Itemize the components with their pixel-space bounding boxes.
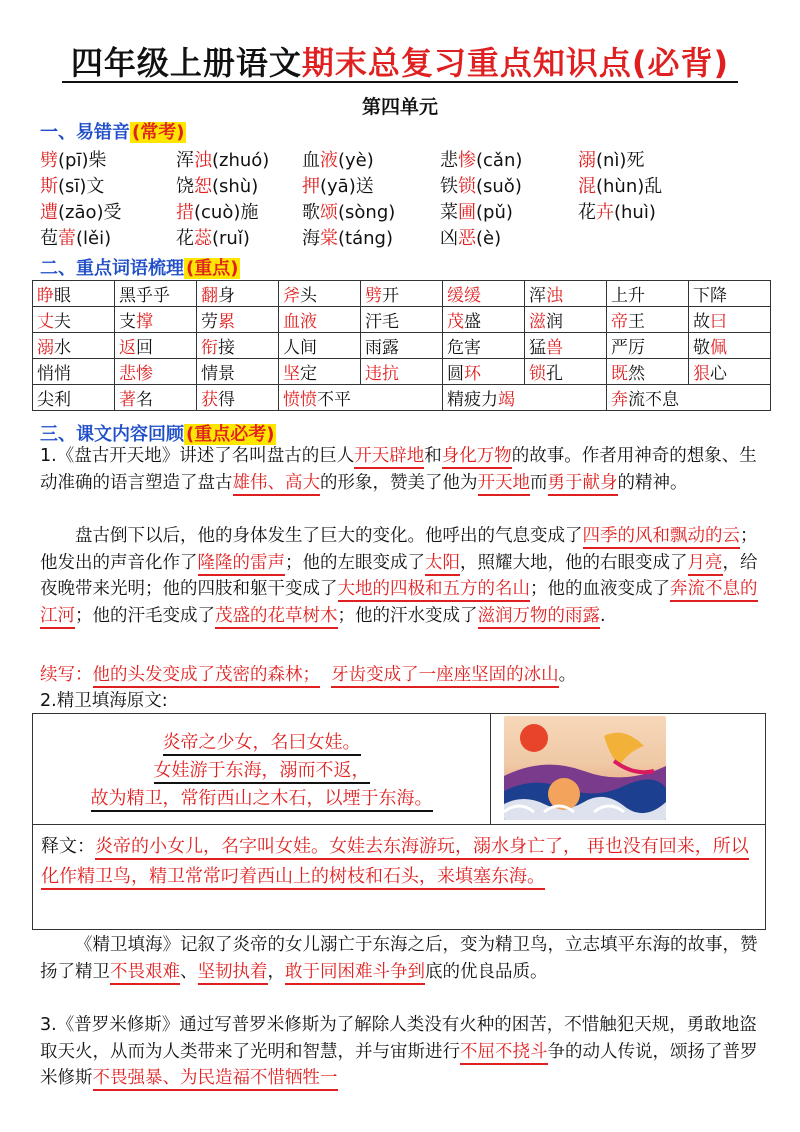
word-cell: 奔流不息 xyxy=(607,385,771,411)
word-cell: 危害 xyxy=(443,333,525,359)
title-underline xyxy=(62,81,738,83)
paragraph-pangu-body: 盘古倒下以后，他的身体发生了巨大的变化。他呼出的气息变成了四季的风和飘动的云；他发出的声音化作了隆隆的雷声；他的左眼变成了太阳，照耀大地，他的右眼变成了月亮，给夜晚带来光明；他的四肢和躯干变成了大地的四极和五方的名山；他的血液变成了奔流不息的江河；他的汗毛变成了茂盛的花草树木；他的汗水变成了滋润万物的雨露. xyxy=(40,523,768,629)
table-row xyxy=(33,333,771,359)
table-row xyxy=(33,359,771,385)
pinyin-item: 海棠(táng) xyxy=(302,228,393,249)
word-cell: 雨露 xyxy=(361,333,443,359)
word-cell: 翻身 xyxy=(197,281,279,307)
word-cell: 悄悄 xyxy=(33,359,115,385)
word-cell: 人间 xyxy=(279,333,361,359)
word-cell: 获得 xyxy=(197,385,279,411)
pinyin-item: 花蕊(ruǐ) xyxy=(176,228,250,249)
word-cell: 劈开 xyxy=(361,281,443,307)
pinyin-item: 斯(sī)文 xyxy=(40,176,105,197)
paragraph-pangu-summary: 1.《盘古开天地》讲述了名叫盘古的巨人开天辟地和身化万物的故事。作者用神奇的想象、生动准确的语言塑造了盘古雄伟、高大的形象，赞美了他为开天地而勇于献身的精神。 xyxy=(40,443,768,496)
pinyin-item: 悲惨(cǎn) xyxy=(440,150,523,171)
original-line-1: 炎帝之少女，名曰女娃。 xyxy=(33,728,490,754)
word-cell: 劳累 xyxy=(197,307,279,333)
jingwei-heading: 2.精卫填海原文: xyxy=(40,691,168,711)
pinyin-item: 凶恶(è) xyxy=(440,228,502,249)
word-cell: 血液 xyxy=(279,307,361,333)
word-cell: 帝王 xyxy=(607,307,689,333)
word-cell: 茂盛 xyxy=(443,307,525,333)
continuation-line: 续写：他的头发变成了茂密的森林； 牙齿变成了一座座坚固的冰山。 xyxy=(40,662,768,689)
pinyin-item: 铁锁(suǒ) xyxy=(440,176,522,197)
word-cell: 故曰 xyxy=(689,307,771,333)
word-cell: 猛兽 xyxy=(525,333,607,359)
word-cell: 坚定 xyxy=(279,359,361,385)
word-cell: 违抗 xyxy=(361,359,443,385)
word-cell: 支撑 xyxy=(115,307,197,333)
original-line-3: 故为精卫，常衔西山之木石，以堙于东海。 xyxy=(33,784,490,810)
page-title: 四年级上册语文期末总复习重点知识点(必背) xyxy=(70,44,730,82)
pinyin-item: 措(cuò)施 xyxy=(176,202,259,223)
pinyin-item: 浑浊(zhuó) xyxy=(176,150,270,171)
pinyin-item: 押(yā)送 xyxy=(302,176,374,197)
word-cell: 严厉 xyxy=(607,333,689,359)
word-cell: 黑乎乎 xyxy=(115,281,197,307)
pinyin-item: 溺(nì)死 xyxy=(578,150,645,171)
word-cell: 圆环 xyxy=(443,359,525,385)
paragraph-jingwei-summary: 《精卫填海》记叙了炎帝的女儿溺亡于东海之后，变为精卫鸟，立志填平东海的故事，赞扬了精卫不畏艰难、坚韧执着，敢于同困难斗争到底的优良品质。 xyxy=(40,932,768,985)
jingwei-illustration xyxy=(504,716,666,820)
word-cell: 溺水 xyxy=(33,333,115,359)
word-cell: 悲惨 xyxy=(115,359,197,385)
word-cell: 汗毛 xyxy=(361,307,443,333)
word-cell: 愤愤不平 xyxy=(279,385,443,411)
word-cell: 下降 xyxy=(689,281,771,307)
table-row xyxy=(33,307,771,333)
word-cell: 著名 xyxy=(115,385,197,411)
word-cell: 浑浊 xyxy=(525,281,607,307)
word-cell: 狠心 xyxy=(689,359,771,385)
word-cell: 衔接 xyxy=(197,333,279,359)
original-line-2: 女娃游于东海，溺而不返， xyxy=(33,756,490,782)
word-cell: 既然 xyxy=(607,359,689,385)
word-cell: 敬佩 xyxy=(689,333,771,359)
translation: 释文：炎帝的小女儿，名字叫女娃。女娃去东海游玩，溺水身亡了， 再也没有回来，所以化作精卫鸟，精卫常常叼着西山上的树枝和石头，来填塞东海。 xyxy=(41,832,761,892)
pinyin-item: 花卉(huì) xyxy=(578,202,656,223)
table-row xyxy=(33,385,771,411)
pinyin-item: 苞蕾(lěi) xyxy=(40,228,112,249)
pinyin-item: 遭(zāo)受 xyxy=(40,202,122,223)
pinyin-item: 菜圃(pǔ) xyxy=(440,202,513,223)
pinyin-item: 歌颂(sòng) xyxy=(302,202,396,223)
word-cell: 尖利 xyxy=(33,385,115,411)
word-cell: 斧头 xyxy=(279,281,361,307)
pinyin-item: 饶恕(shù) xyxy=(176,176,259,197)
word-cell: 情景 xyxy=(197,359,279,385)
word-cell: 精疲力竭 xyxy=(443,385,607,411)
word-cell: 锁孔 xyxy=(525,359,607,385)
paragraph-prometheus: 3.《普罗米修斯》通过写普罗米修斯为了解除人类没有火种的困苦，不惜触犯天规，勇敢地盗取天火，从而为人类带来了光明和智慧，并与宙斯进行不屈不挠斗争的动人传说，颂扬了普罗米修斯不畏强暴、为民造福不惜牺牲一 xyxy=(40,1012,768,1092)
section-1-heading: 一、易错音 (常考) xyxy=(40,122,185,143)
pinyin-item: 劈(pī)柴 xyxy=(40,150,107,171)
pinyin-item: 血液(yè) xyxy=(302,150,374,171)
word-cell: 上升 xyxy=(607,281,689,307)
unit-title: 第四单元 xyxy=(361,96,438,118)
word-cell: 丈夫 xyxy=(33,307,115,333)
word-cell: 睁眼 xyxy=(33,281,115,307)
words-table xyxy=(32,280,771,411)
table-row xyxy=(33,281,771,307)
pinyin-item: 混(hùn)乱 xyxy=(578,176,663,197)
section-3-heading: 三、课文内容回顾 (重点必考) xyxy=(40,424,275,445)
word-cell: 滋润 xyxy=(525,307,607,333)
section-2-heading: 二、重点词语梳理 (重点) xyxy=(40,258,239,279)
word-cell: 缓缓 xyxy=(443,281,525,307)
word-cell: 返回 xyxy=(115,333,197,359)
